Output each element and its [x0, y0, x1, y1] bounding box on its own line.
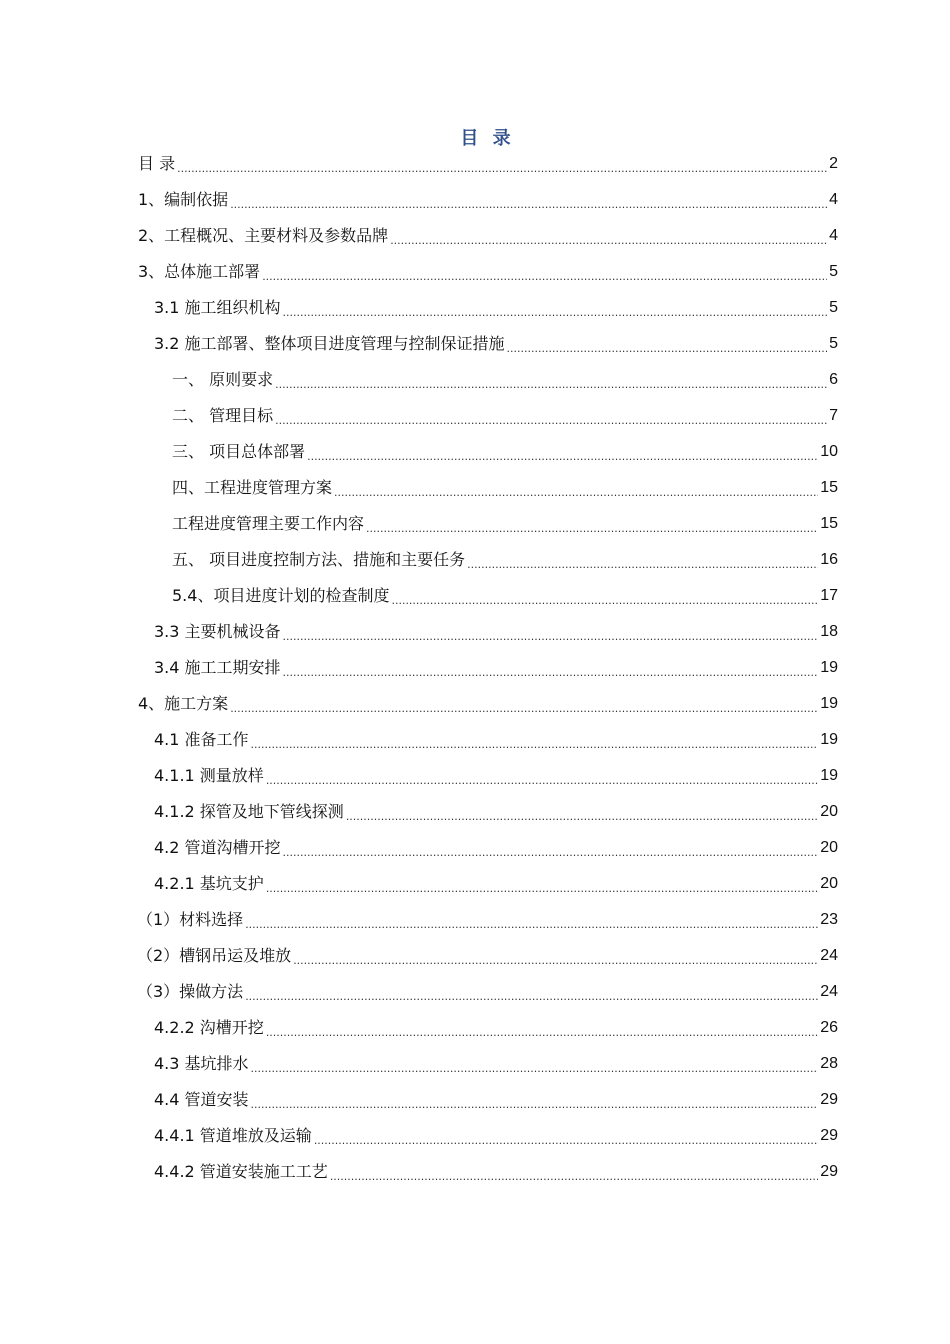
toc-page-number: 17 [820, 587, 838, 604]
toc-entry[interactable] [154, 650, 838, 686]
toc-entry[interactable] [154, 866, 838, 902]
toc-page-number: 15 [820, 515, 838, 532]
toc-entry[interactable] [138, 146, 838, 182]
toc-entry-text: 工程进度管理主要工作内容 [172, 514, 365, 533]
toc-leader [275, 375, 827, 395]
toc-page-number: 26 [820, 1019, 838, 1036]
toc-title: 目 录 [460, 128, 515, 149]
toc-entry-text: 4.1.1 测量放样 [154, 766, 264, 785]
toc-leader [283, 663, 819, 683]
toc-leader [262, 267, 827, 287]
toc-page-number: 4 [829, 227, 838, 244]
toc-entry-text: 4.4 管道安装 [154, 1090, 249, 1109]
toc-entry-text: 2、工程概况、主要材料及参数品牌 [138, 226, 389, 245]
toc-entry-text: 二、 管理目标 [172, 406, 274, 425]
toc-entry-text: 三、 项目总体部署 [172, 442, 306, 461]
toc-page-number: 4 [829, 191, 838, 208]
toc-page-number: 20 [820, 875, 838, 892]
toc-page-number: 18 [820, 623, 838, 640]
toc-entry-text: 1、编制依据 [138, 190, 229, 209]
toc-entry-text: 4、施工方案 [138, 694, 229, 713]
toc-page-number: 19 [820, 659, 838, 676]
toc-leader [266, 771, 818, 791]
toc-page-number: 29 [820, 1091, 838, 1108]
toc-page-number: 19 [820, 767, 838, 784]
toc-entry[interactable] [138, 686, 838, 722]
toc-page-number: 24 [820, 983, 838, 1000]
toc-entry[interactable] [172, 470, 838, 506]
toc-entry-text: 4.2.1 基坑支护 [154, 874, 264, 893]
toc-entry[interactable] [154, 794, 838, 830]
toc-entry-text: （3）操做方法 [137, 982, 244, 1001]
toc-page-number: 16 [820, 551, 838, 568]
toc-page-number: 5 [829, 263, 838, 280]
toc-leader [245, 987, 818, 1007]
toc-leader [251, 735, 819, 755]
toc-entry[interactable] [154, 1082, 838, 1118]
toc-entry[interactable] [138, 218, 838, 254]
toc-page-number: 7 [829, 407, 838, 424]
toc-entry-text: 5.4、项目进度计划的检查制度 [172, 586, 390, 605]
toc-leader [467, 555, 818, 575]
toc-page-number: 24 [820, 947, 838, 964]
toc-entry-text: 3.1 施工组织机构 [154, 298, 281, 317]
toc-entry-text: 4.4.2 管道安装施工工艺 [154, 1162, 328, 1181]
toc-leader [251, 1095, 819, 1115]
toc-leader [251, 1059, 819, 1079]
toc-leader [334, 483, 818, 503]
toc-page-number: 5 [829, 299, 838, 316]
toc-entry[interactable] [172, 578, 838, 614]
toc-page-number: 15 [820, 479, 838, 496]
toc-entry[interactable] [154, 326, 838, 362]
toc-page-number: 19 [820, 731, 838, 748]
toc-page-number: 28 [820, 1055, 838, 1072]
toc-page-number: 20 [820, 839, 838, 856]
toc-entry-text: 3.4 施工工期安排 [154, 658, 281, 677]
toc-leader [283, 627, 819, 647]
toc-leader [266, 879, 818, 899]
toc-entry[interactable] [154, 1154, 838, 1190]
toc-entry[interactable] [154, 722, 838, 758]
toc-entry[interactable] [172, 434, 838, 470]
toc-entry[interactable] [154, 1118, 838, 1154]
toc-leader [275, 411, 827, 431]
toc-entry-text: 4.4.1 管道堆放及运输 [154, 1126, 312, 1145]
toc-leader [390, 231, 827, 251]
toc-entry-text: 4.2 管道沟槽开挖 [154, 838, 281, 857]
toc-leader [245, 915, 818, 935]
toc-leader [283, 843, 819, 863]
toc-leader [230, 699, 818, 719]
toc-page-number: 5 [829, 335, 838, 352]
toc-entry-text: （1）材料选择 [137, 910, 244, 929]
toc-page-number: 10 [820, 443, 838, 460]
toc-leader [366, 519, 818, 539]
toc-leader [346, 807, 818, 827]
toc-entry[interactable] [154, 290, 838, 326]
toc-entry-text: 4.3 基坑排水 [154, 1054, 249, 1073]
toc-leader [283, 303, 828, 323]
toc-entry-text: 3.2 施工部署、整体项目进度管理与控制保证措施 [154, 334, 505, 353]
toc-entry[interactable] [154, 1010, 838, 1046]
toc-entry[interactable] [137, 974, 838, 1010]
toc-entry[interactable] [138, 182, 838, 218]
toc-entry-text: 五、 项目进度控制方法、措施和主要任务 [172, 550, 466, 569]
toc-entry[interactable] [154, 1046, 838, 1082]
toc-leader [307, 447, 818, 467]
toc-leader [314, 1131, 818, 1151]
toc-entry-text: 一、 原则要求 [172, 370, 274, 389]
toc-leader [293, 951, 818, 971]
toc-entry[interactable] [154, 830, 838, 866]
toc-page-number: 20 [820, 803, 838, 820]
toc-entry[interactable] [138, 254, 838, 290]
toc-entry[interactable] [172, 506, 838, 542]
toc-page-number: 29 [820, 1127, 838, 1144]
toc-entry[interactable] [154, 758, 838, 794]
toc-entry[interactable] [154, 614, 838, 650]
toc-leader [330, 1167, 818, 1187]
toc-entry[interactable] [137, 938, 838, 974]
toc-entry-text: 3.3 主要机械设备 [154, 622, 281, 641]
toc-leader [266, 1023, 818, 1043]
toc-entry[interactable] [137, 902, 838, 938]
toc-leader [391, 591, 818, 611]
toc-page-number: 6 [829, 371, 838, 388]
toc-entry[interactable] [172, 398, 838, 434]
toc-page-number: 29 [820, 1163, 838, 1180]
toc-entry-text: 4.2.2 沟槽开挖 [154, 1018, 264, 1037]
toc-leader [230, 195, 827, 215]
toc-leader [507, 339, 828, 359]
toc-page-number: 2 [829, 155, 838, 172]
toc-page-number: 19 [820, 695, 838, 712]
toc-entry-text: 目 录 [138, 154, 176, 173]
toc-entry-text: 四、工程进度管理方案 [172, 478, 333, 497]
toc-entry[interactable] [172, 542, 838, 578]
toc-entry-text: 4.1.2 探管及地下管线探测 [154, 802, 344, 821]
toc-page-number: 23 [820, 911, 838, 928]
toc-entry-text: 3、总体施工部署 [138, 262, 261, 281]
toc-entry-text: （2）槽钢吊运及堆放 [137, 946, 292, 965]
toc-entry[interactable] [172, 362, 838, 398]
toc-leader [177, 159, 827, 179]
toc-entry-text: 4.1 准备工作 [154, 730, 249, 749]
